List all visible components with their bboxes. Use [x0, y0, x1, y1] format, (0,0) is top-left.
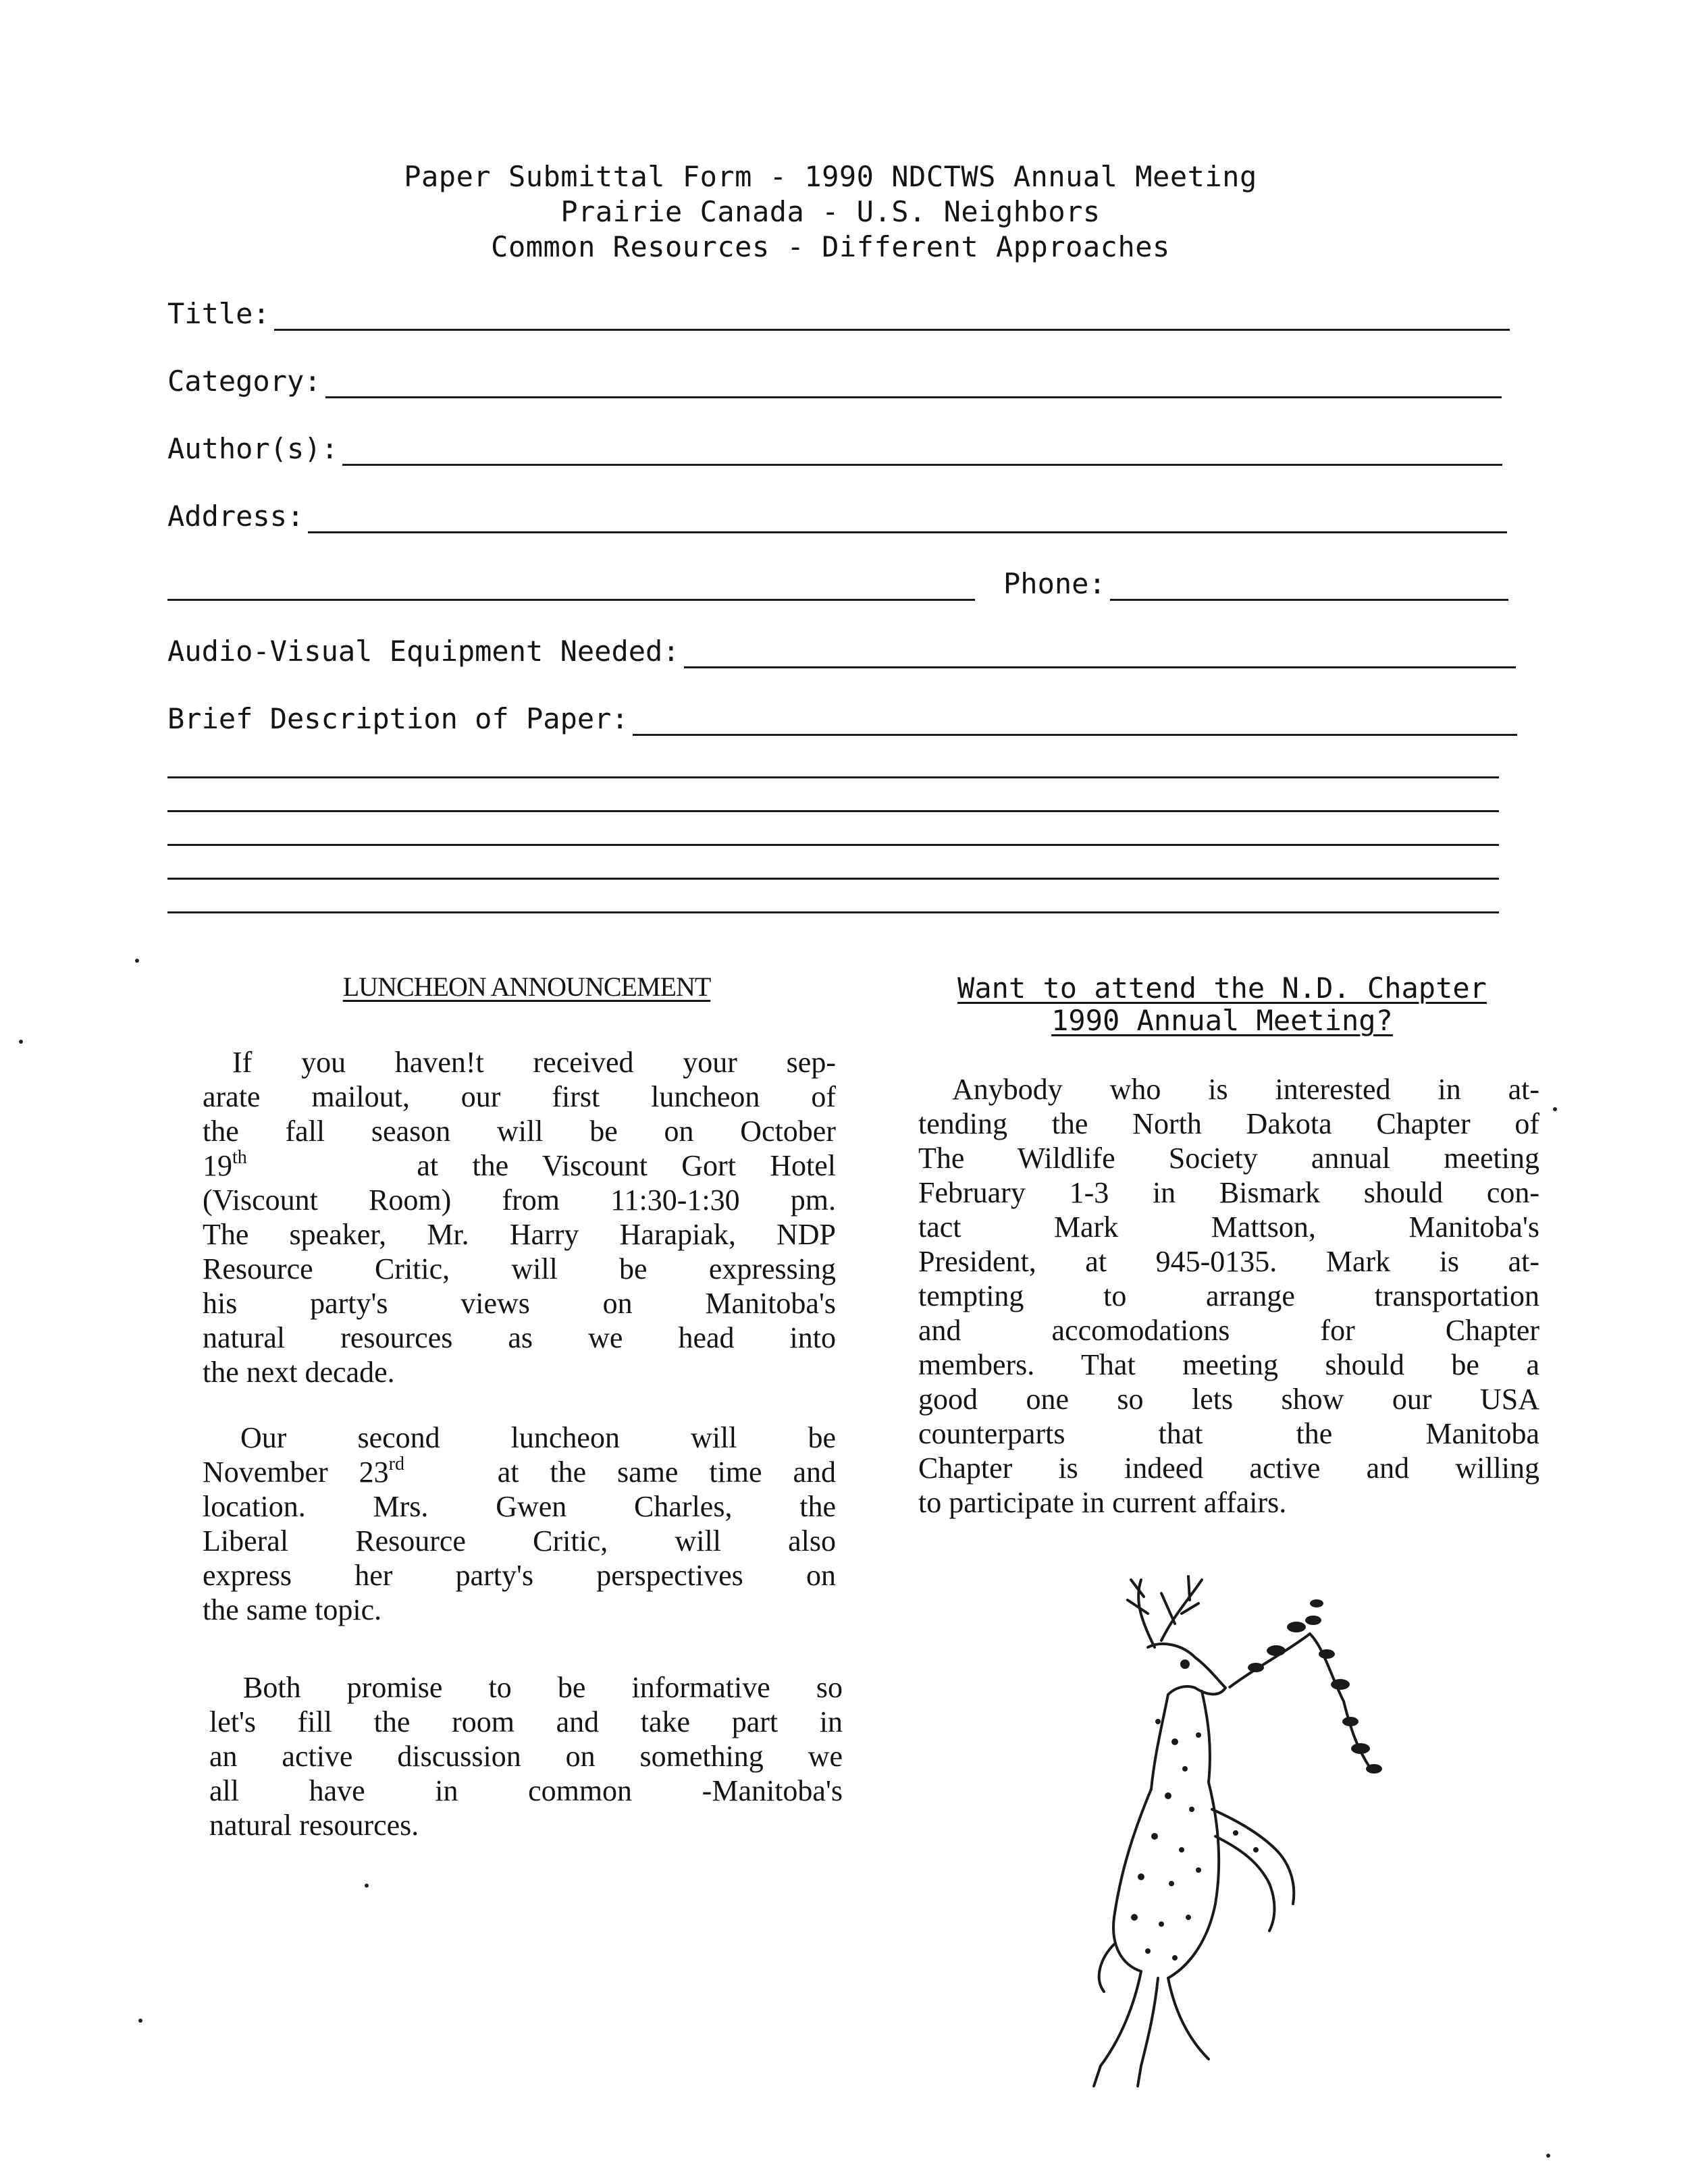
phone-row	[167, 567, 1508, 601]
scan-speck	[138, 2019, 142, 2023]
meeting-heading	[918, 972, 1526, 1037]
form-theme: Common Resources - Different Approaches	[491, 230, 1170, 263]
scan-speck	[135, 959, 139, 963]
description-line-5[interactable]	[167, 878, 1499, 880]
luncheon-paragraph-1	[203, 1045, 836, 1389]
date-suffix: th	[232, 1147, 247, 1168]
text-line: Anybody who is interested in at-	[952, 1073, 1539, 1106]
form-header	[0, 159, 1661, 265]
text-line: natural resources as we head into	[203, 1321, 836, 1354]
title-field	[167, 297, 1510, 331]
text-fragment: at the Viscount Gort Hotel	[417, 1149, 836, 1182]
text-line: Both promise to be informative so	[243, 1671, 843, 1704]
text-line: members. That meeting should be a	[918, 1348, 1539, 1381]
text-line: the fall season will be on October	[203, 1115, 836, 1148]
text-line: good one so lets show our USA	[918, 1383, 1539, 1416]
description-line-2[interactable]	[167, 776, 1499, 778]
description-label: Brief Description of Paper:	[167, 702, 629, 735]
address-field	[167, 500, 1507, 533]
description-line-1[interactable]	[633, 707, 1517, 736]
meeting-heading-line-1: Want to attend the N.D. Chapter	[957, 971, 1487, 1005]
text-line: The speaker, Mr. Harry Harapiak, NDP	[203, 1218, 836, 1251]
text-line: tending the North Dakota Chapter of	[918, 1107, 1539, 1140]
text-line: counterparts that the Manitoba	[918, 1417, 1539, 1450]
address-line-2[interactable]	[167, 572, 975, 601]
authors-label: Author(s):	[167, 432, 338, 465]
meeting-paragraph	[918, 1072, 1539, 1520]
text-fragment: November 23	[203, 1456, 389, 1489]
text-line: let's fill the room and take part in	[209, 1705, 843, 1738]
text-line: Liberal Resource Critic, will also	[203, 1524, 836, 1557]
text-line: location. Mrs. Gwen Charles, the	[203, 1490, 836, 1523]
description-line-4[interactable]	[167, 844, 1499, 846]
category-line[interactable]	[325, 369, 1502, 398]
text-line: Chapter is indeed active and willing	[918, 1451, 1539, 1485]
meeting-heading-line-2: 1990 Annual Meeting?	[1051, 1004, 1393, 1037]
text-line: Resource Critic, will be expressing	[203, 1252, 836, 1285]
text-line: an active discussion on something we	[209, 1740, 843, 1773]
title-line[interactable]	[274, 302, 1510, 331]
scan-speck	[365, 1884, 369, 1888]
text-line: February 1-3 in Bismark should con-	[918, 1176, 1539, 1209]
text-line: arate mailout, our first luncheon of	[203, 1080, 836, 1113]
date-suffix: rd	[388, 1454, 404, 1474]
luncheon-heading: LUNCHEON ANNOUNCEMENT	[342, 971, 711, 1002]
text-line: express her party's perspectives on	[203, 1559, 836, 1592]
form-title: Paper Submittal Form - 1990 NDCTWS Annual Meeting	[404, 160, 1257, 193]
scan-speck	[1546, 2154, 1550, 2158]
deer-illustration-icon	[1074, 1566, 1398, 2100]
title-label: Title:	[167, 297, 270, 330]
address-label: Address:	[167, 500, 305, 533]
address-line[interactable]	[308, 504, 1507, 533]
text-fragment: at the same time and	[497, 1456, 836, 1489]
text-line: natural resources.	[209, 1809, 419, 1842]
category-label: Category:	[167, 365, 321, 398]
authors-field	[167, 432, 1502, 466]
form-subtitle: Prairie Canada - U.S. Neighbors	[560, 195, 1101, 228]
scan-speck	[1553, 1107, 1557, 1111]
text-line: the next decade.	[203, 1356, 395, 1389]
text-line: tact Mark Mattson, Manitoba's	[918, 1210, 1539, 1244]
text-line: The Wildlife Society annual meeting	[918, 1142, 1539, 1175]
description-line-3[interactable]	[167, 810, 1499, 812]
text-line: to participate in current affairs.	[918, 1486, 1287, 1519]
av-equipment-line[interactable]	[684, 639, 1516, 668]
date-number: 19	[203, 1149, 232, 1182]
text-line: (Viscount Room) from 11:30-1:30 pm.	[203, 1183, 836, 1217]
phone-label: Phone:	[1003, 567, 1106, 600]
phone-line[interactable]	[1110, 572, 1508, 601]
description-line-6[interactable]	[167, 911, 1499, 913]
text-line: his party's views on Manitoba's	[203, 1287, 836, 1320]
luncheon-paragraph-3	[209, 1670, 843, 1842]
text-line	[203, 1148, 836, 1183]
description-field	[167, 702, 1517, 736]
text-line: Our second luncheon will be	[240, 1421, 836, 1454]
category-field	[167, 365, 1502, 398]
av-equipment-label: Audio-Visual Equipment Needed:	[167, 635, 680, 668]
scan-speck	[19, 1040, 23, 1044]
text-line: If you haven!t received your sep-	[232, 1046, 836, 1079]
text-line: all have in common -Manitoba's	[209, 1774, 843, 1807]
av-equipment-field	[167, 635, 1516, 668]
text-line: and accomodations for Chapter	[918, 1314, 1539, 1347]
luncheon-paragraph-2	[203, 1420, 836, 1627]
text-line: tempting to arrange transportation	[918, 1279, 1539, 1312]
authors-line[interactable]	[342, 437, 1502, 466]
text-line	[203, 1455, 836, 1489]
text-line: the same topic.	[203, 1593, 382, 1626]
text-line: President, at 945-0135. Mark is at-	[918, 1245, 1539, 1278]
